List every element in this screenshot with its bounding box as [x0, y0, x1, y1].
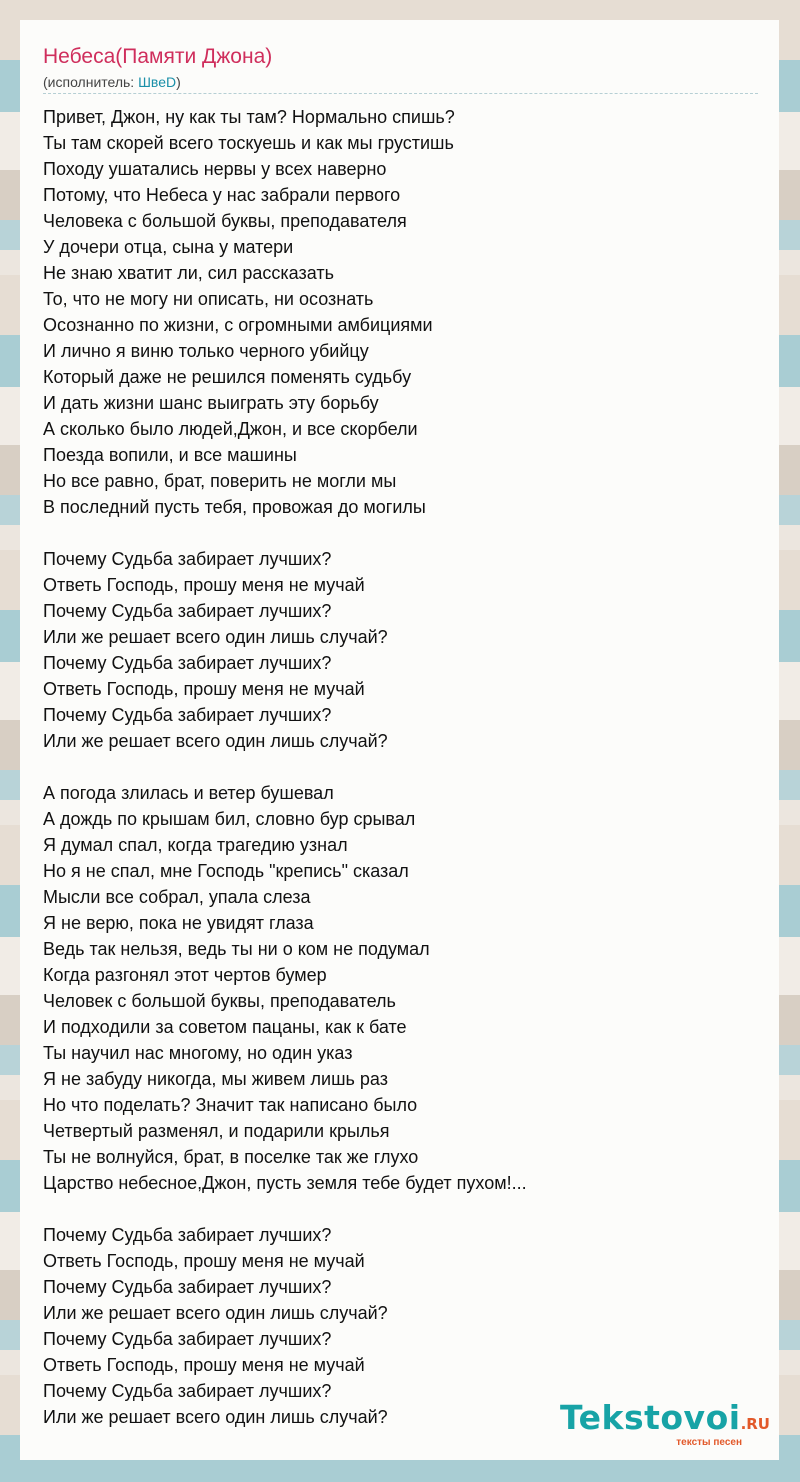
- lyrics-line: И дать жизни шанс выиграть эту борьбу: [43, 393, 379, 413]
- lyrics-line: Я не верю, пока не увидят глаза: [43, 913, 314, 933]
- lyrics-line: Но я не спал, мне Господь "крепись" сказал: [43, 861, 409, 881]
- logo-domain: .RU: [740, 1415, 770, 1433]
- lyrics-line: Ответь Господь, прошу меня не мучай: [43, 1251, 365, 1271]
- lyrics-line: Поезда вопили, и все машины: [43, 445, 297, 465]
- lyrics-line: Человек с большой буквы, преподаватель: [43, 991, 396, 1011]
- lyrics-line: Я не забуду никогда, мы живем лишь раз: [43, 1069, 388, 1089]
- lyrics-line: Почему Судьба забирает лучших?: [43, 1277, 332, 1297]
- lyrics-line: Почему Судьба забирает лучших?: [43, 549, 332, 569]
- lyrics-line: Ответь Господь, прошу меня не мучай: [43, 575, 365, 595]
- lyrics-stanza: [43, 104, 758, 520]
- lyrics-line: Но что поделать? Значит так написано было: [43, 1095, 418, 1115]
- lyrics-line: Когда разгонял этот чертов бумер: [43, 965, 327, 985]
- lyrics-line: Или же решает всего один лишь случай?: [43, 627, 388, 647]
- lyrics-line: Привет, Джон, ну как ты там? Нормально спишь?: [43, 107, 455, 127]
- lyrics-line: В последний пусть тебя, провожая до могилы: [43, 497, 426, 517]
- lyrics-line: Почему Судьба забирает лучших?: [43, 1329, 332, 1349]
- lyrics-line: Четвертый разменял, и подарили крылья: [43, 1121, 390, 1141]
- lyrics-line: А погода злилась и ветер бушевал: [43, 783, 334, 803]
- site-logo[interactable]: [560, 1398, 770, 1448]
- lyrics-line: Почему Судьба забирает лучших?: [43, 1225, 332, 1245]
- lyrics-line: Почему Судьба забирает лучших?: [43, 601, 332, 621]
- lyrics-line: Ты не волнуйся, брат, в поселке так же глухо: [43, 1147, 419, 1167]
- lyrics-line: Или же решает всего один лишь случай?: [43, 1303, 388, 1323]
- lyrics-line: Царство небесное,Джон, пусть земля тебе будет пухом!...: [43, 1173, 527, 1193]
- lyrics-line: И подходили за советом пацаны, как к бате: [43, 1017, 407, 1037]
- lyrics-line: Ответь Господь, прошу меня не мучай: [43, 1355, 365, 1375]
- lyrics-line: То, что не могу ни описать, ни осознать: [43, 289, 374, 309]
- lyrics-line: Или же решает всего один лишь случай?: [43, 731, 388, 751]
- lyrics-line: Не знаю хватит ли, сил рассказать: [43, 263, 334, 283]
- lyrics-line: Мысли все собрал, упала слеза: [43, 887, 311, 907]
- lyrics-line: Походу ушатались нервы у всех наверно: [43, 159, 387, 179]
- lyrics-card: [20, 20, 779, 1460]
- lyrics-line: Или же решает всего один лишь случай?: [43, 1407, 388, 1427]
- artist-suffix: ): [176, 74, 181, 90]
- lyrics-line: Ты там скорей всего тоскуешь и как мы грустишь: [43, 133, 454, 153]
- lyrics-line: Человека с большой буквы, преподавателя: [43, 211, 407, 231]
- lyrics-line: Который даже не решился поменять судьбу: [43, 367, 412, 387]
- lyrics-stanza: [43, 780, 758, 1196]
- lyrics-body: [43, 104, 758, 1456]
- lyrics-line: Потому, что Небеса у нас забрали первого: [43, 185, 401, 205]
- logo-name: Tekstovoi: [560, 1398, 741, 1437]
- title-divider: [43, 93, 758, 94]
- lyrics-line: Почему Судьба забирает лучших?: [43, 705, 332, 725]
- lyrics-line: А сколько было людей,Джон, и все скорбели: [43, 419, 418, 439]
- lyrics-stanza: [43, 546, 758, 754]
- lyrics-line: Почему Судьба забирает лучших?: [43, 1381, 332, 1401]
- artist-line: [43, 73, 181, 91]
- lyrics-line: И лично я виню только черного убийцу: [43, 341, 369, 361]
- lyrics-line: Ты научил нас многому, но один указ: [43, 1043, 353, 1063]
- lyrics-line: Но все равно, брат, поверить не могли мы: [43, 471, 397, 491]
- lyrics-line: Ответь Господь, прошу меня не мучай: [43, 679, 365, 699]
- logo-tagline: тексты песен: [676, 1437, 742, 1448]
- lyrics-line: Я думал спал, когда трагедию узнал: [43, 835, 348, 855]
- artist-link[interactable]: ШвеD: [138, 74, 177, 90]
- logo-wordmark: [560, 1398, 770, 1441]
- lyrics-line: Почему Судьба забирает лучших?: [43, 653, 332, 673]
- lyrics-line: У дочери отца, сына у матери: [43, 237, 294, 257]
- lyrics-line: А дождь по крышам бил, словно бур срывал: [43, 809, 416, 829]
- lyrics-line: Осознанно по жизни, с огромными амбициями: [43, 315, 433, 335]
- artist-prefix: (исполнитель:: [43, 74, 139, 90]
- page-title: Небеса(Памяти Джона): [43, 45, 273, 68]
- lyrics-line: Ведь так нельзя, ведь ты ни о ком не подумал: [43, 939, 430, 959]
